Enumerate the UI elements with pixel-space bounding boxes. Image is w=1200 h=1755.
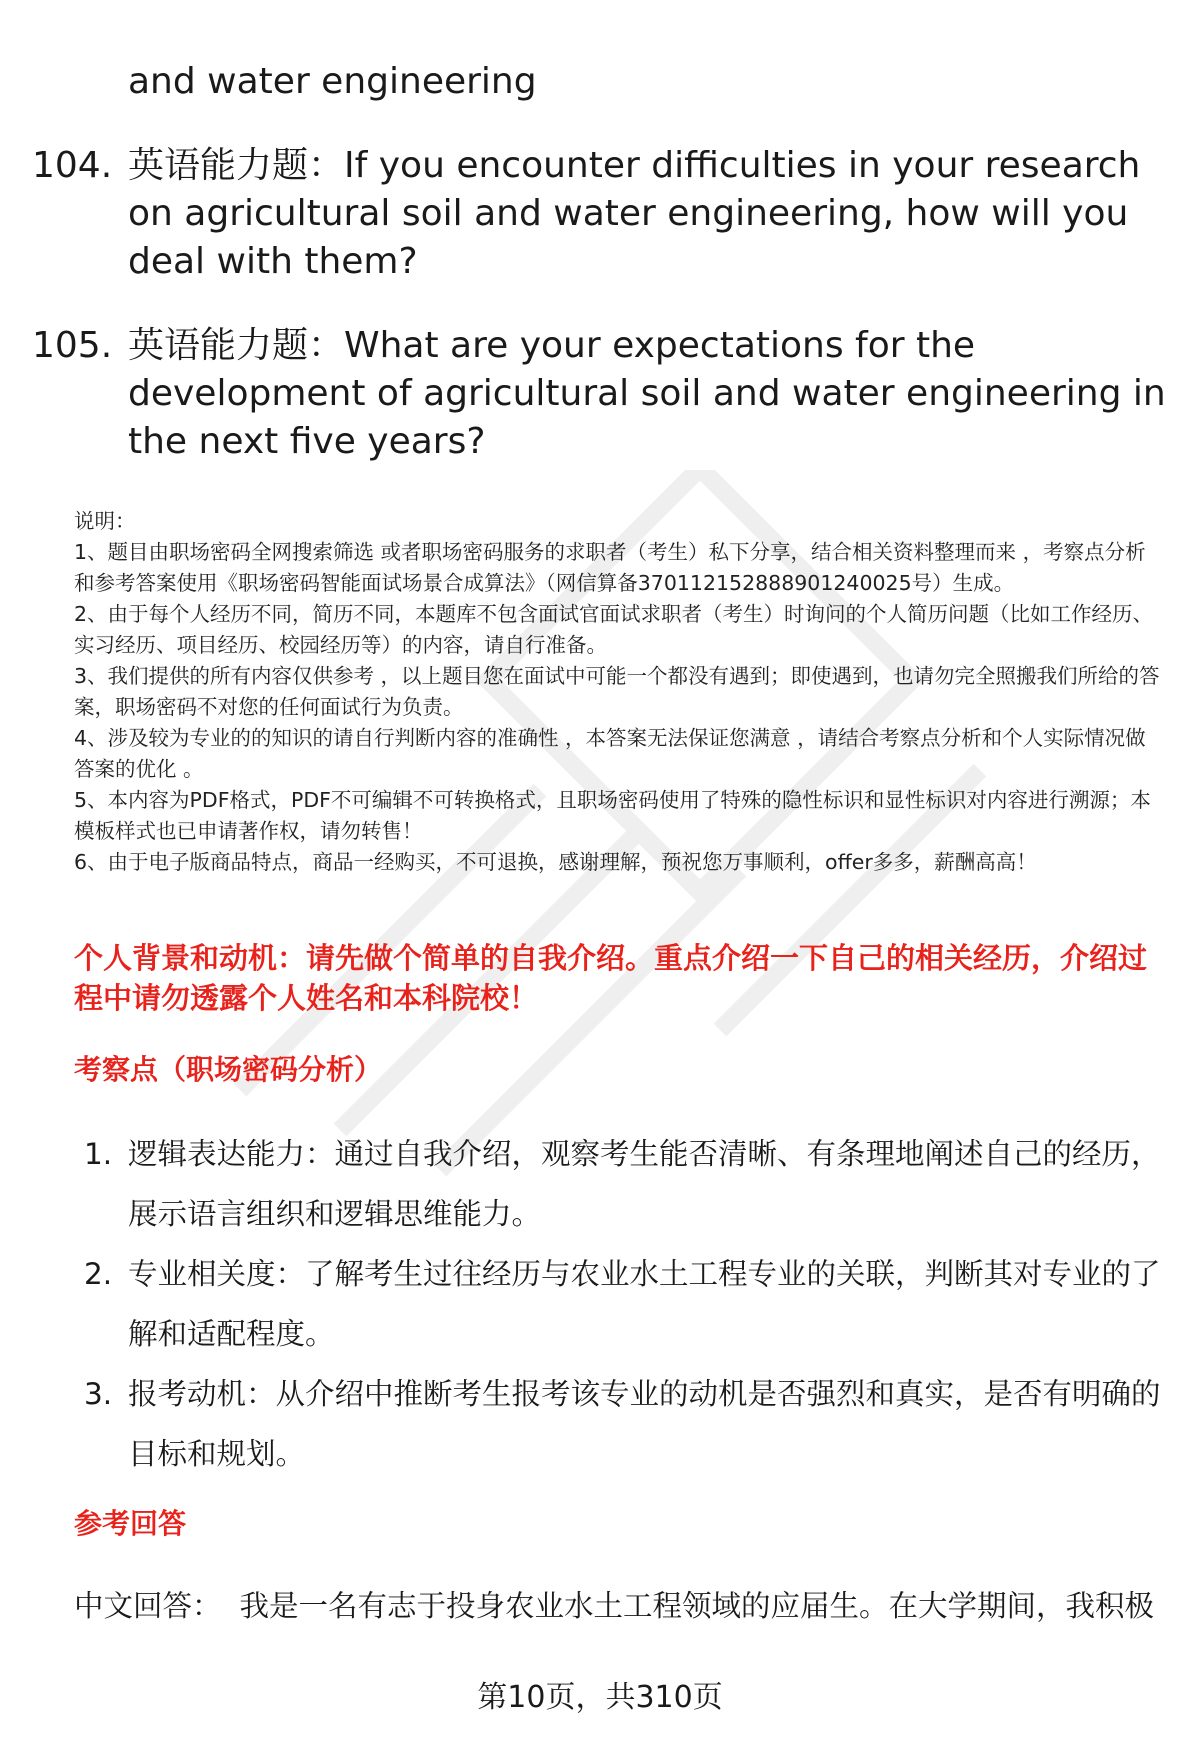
question-number: 104. — [32, 145, 113, 186]
reference-answer — [74, 1584, 1174, 1628]
notes-title: 说明： — [74, 509, 136, 533]
point-text: 报考动机：从介绍中推断考生报考该专业的动机是否强烈和真实，是否有明确的目标和规划。 — [128, 1377, 1161, 1471]
note-item-5: 5、本内容为PDF格式，PDF不可编辑不可转换格式，且职场密码使用了特殊的隐性标识和显性标识对内容进行溯源；本模板样式也已申请著作权，请勿转售！ — [74, 788, 1151, 843]
background-question: 个人背景和动机：请先做个简单的自我介绍。重点介绍一下自己的相关经历，介绍过程中请勿透露个人姓名和本科院校！ — [74, 941, 1148, 1015]
analysis-point-1 — [74, 1124, 1164, 1244]
note-item-1: 1、题目由职场密码全网搜索筛选 或者职场密码服务的求职者（考生）私下分享，结合相关资料整理而来 ，考察点分析和参考答案使用《职场密码智能面试场景合成算法》（网信算备370112152888901240025号）生成。 — [74, 540, 1146, 595]
point-number: 2. — [84, 1257, 113, 1291]
answer-text: 我是一名有志于投身农业水土工程领域的应届生。在大学期间，我积极 — [239, 1589, 1155, 1623]
question-continuation: and water engineering — [128, 61, 537, 102]
reference-answer-heading: 参考回答 — [74, 1507, 187, 1540]
point-text: 逻辑表达能力：通过自我介绍，观察考生能否清晰、有条理地阐述自己的经历，展示语言组织和逻辑思维能力。 — [128, 1137, 1161, 1231]
analysis-points — [74, 1124, 1164, 1484]
analysis-heading: 考察点（职场密码分析） — [74, 1053, 383, 1086]
page-footer: 第10页，共310页 — [477, 1680, 723, 1715]
note-item-4: 4、涉及较为专业的的知识的请自行判断内容的准确性 ，本答案无法保证您满意 ，请结合考察点分析和个人实际情况做答案的优化 。 — [74, 726, 1146, 781]
answer-label: 中文回答： — [74, 1589, 222, 1623]
point-number: 3. — [84, 1377, 113, 1411]
question-text: 英语能力题：What are your expectations for the development of agricultural soil and water engineering in the next five years? — [128, 325, 1166, 462]
question-text: 英语能力题：If you encounter difficulties in your research on agricultural soil and water engineering, how will you deal with them? — [128, 145, 1141, 282]
analysis-point-3 — [74, 1364, 1164, 1484]
point-text: 专业相关度：了解考生过往经历与农业水土工程专业的关联，判断其对专业的了解和适配程度。 — [128, 1257, 1161, 1351]
notes-section — [74, 506, 1164, 878]
point-number: 1. — [84, 1137, 113, 1171]
note-item-3: 3、我们提供的所有内容仅供参考 ，以上题目您在面试中可能一个都没有遇到；即使遇到，也请勿完全照搬我们所给的答案，职场密码不对您的任何面试行为负责。 — [74, 664, 1160, 719]
note-item-2: 2、由于每个人经历不同，简历不同，本题库不包含面试官面试求职者（考生）时询问的个人简历问题（比如工作经历、实习经历、项目经历、校园经历等）的内容，请自行准备。 — [74, 602, 1154, 657]
note-item-6: 6、由于电子版商品特点，商品一经购买，不可退换，感谢理解，预祝您万事顺利，offer多多，薪酬高高！ — [74, 850, 1037, 874]
question-number: 105. — [32, 325, 113, 366]
analysis-point-2 — [74, 1244, 1164, 1364]
